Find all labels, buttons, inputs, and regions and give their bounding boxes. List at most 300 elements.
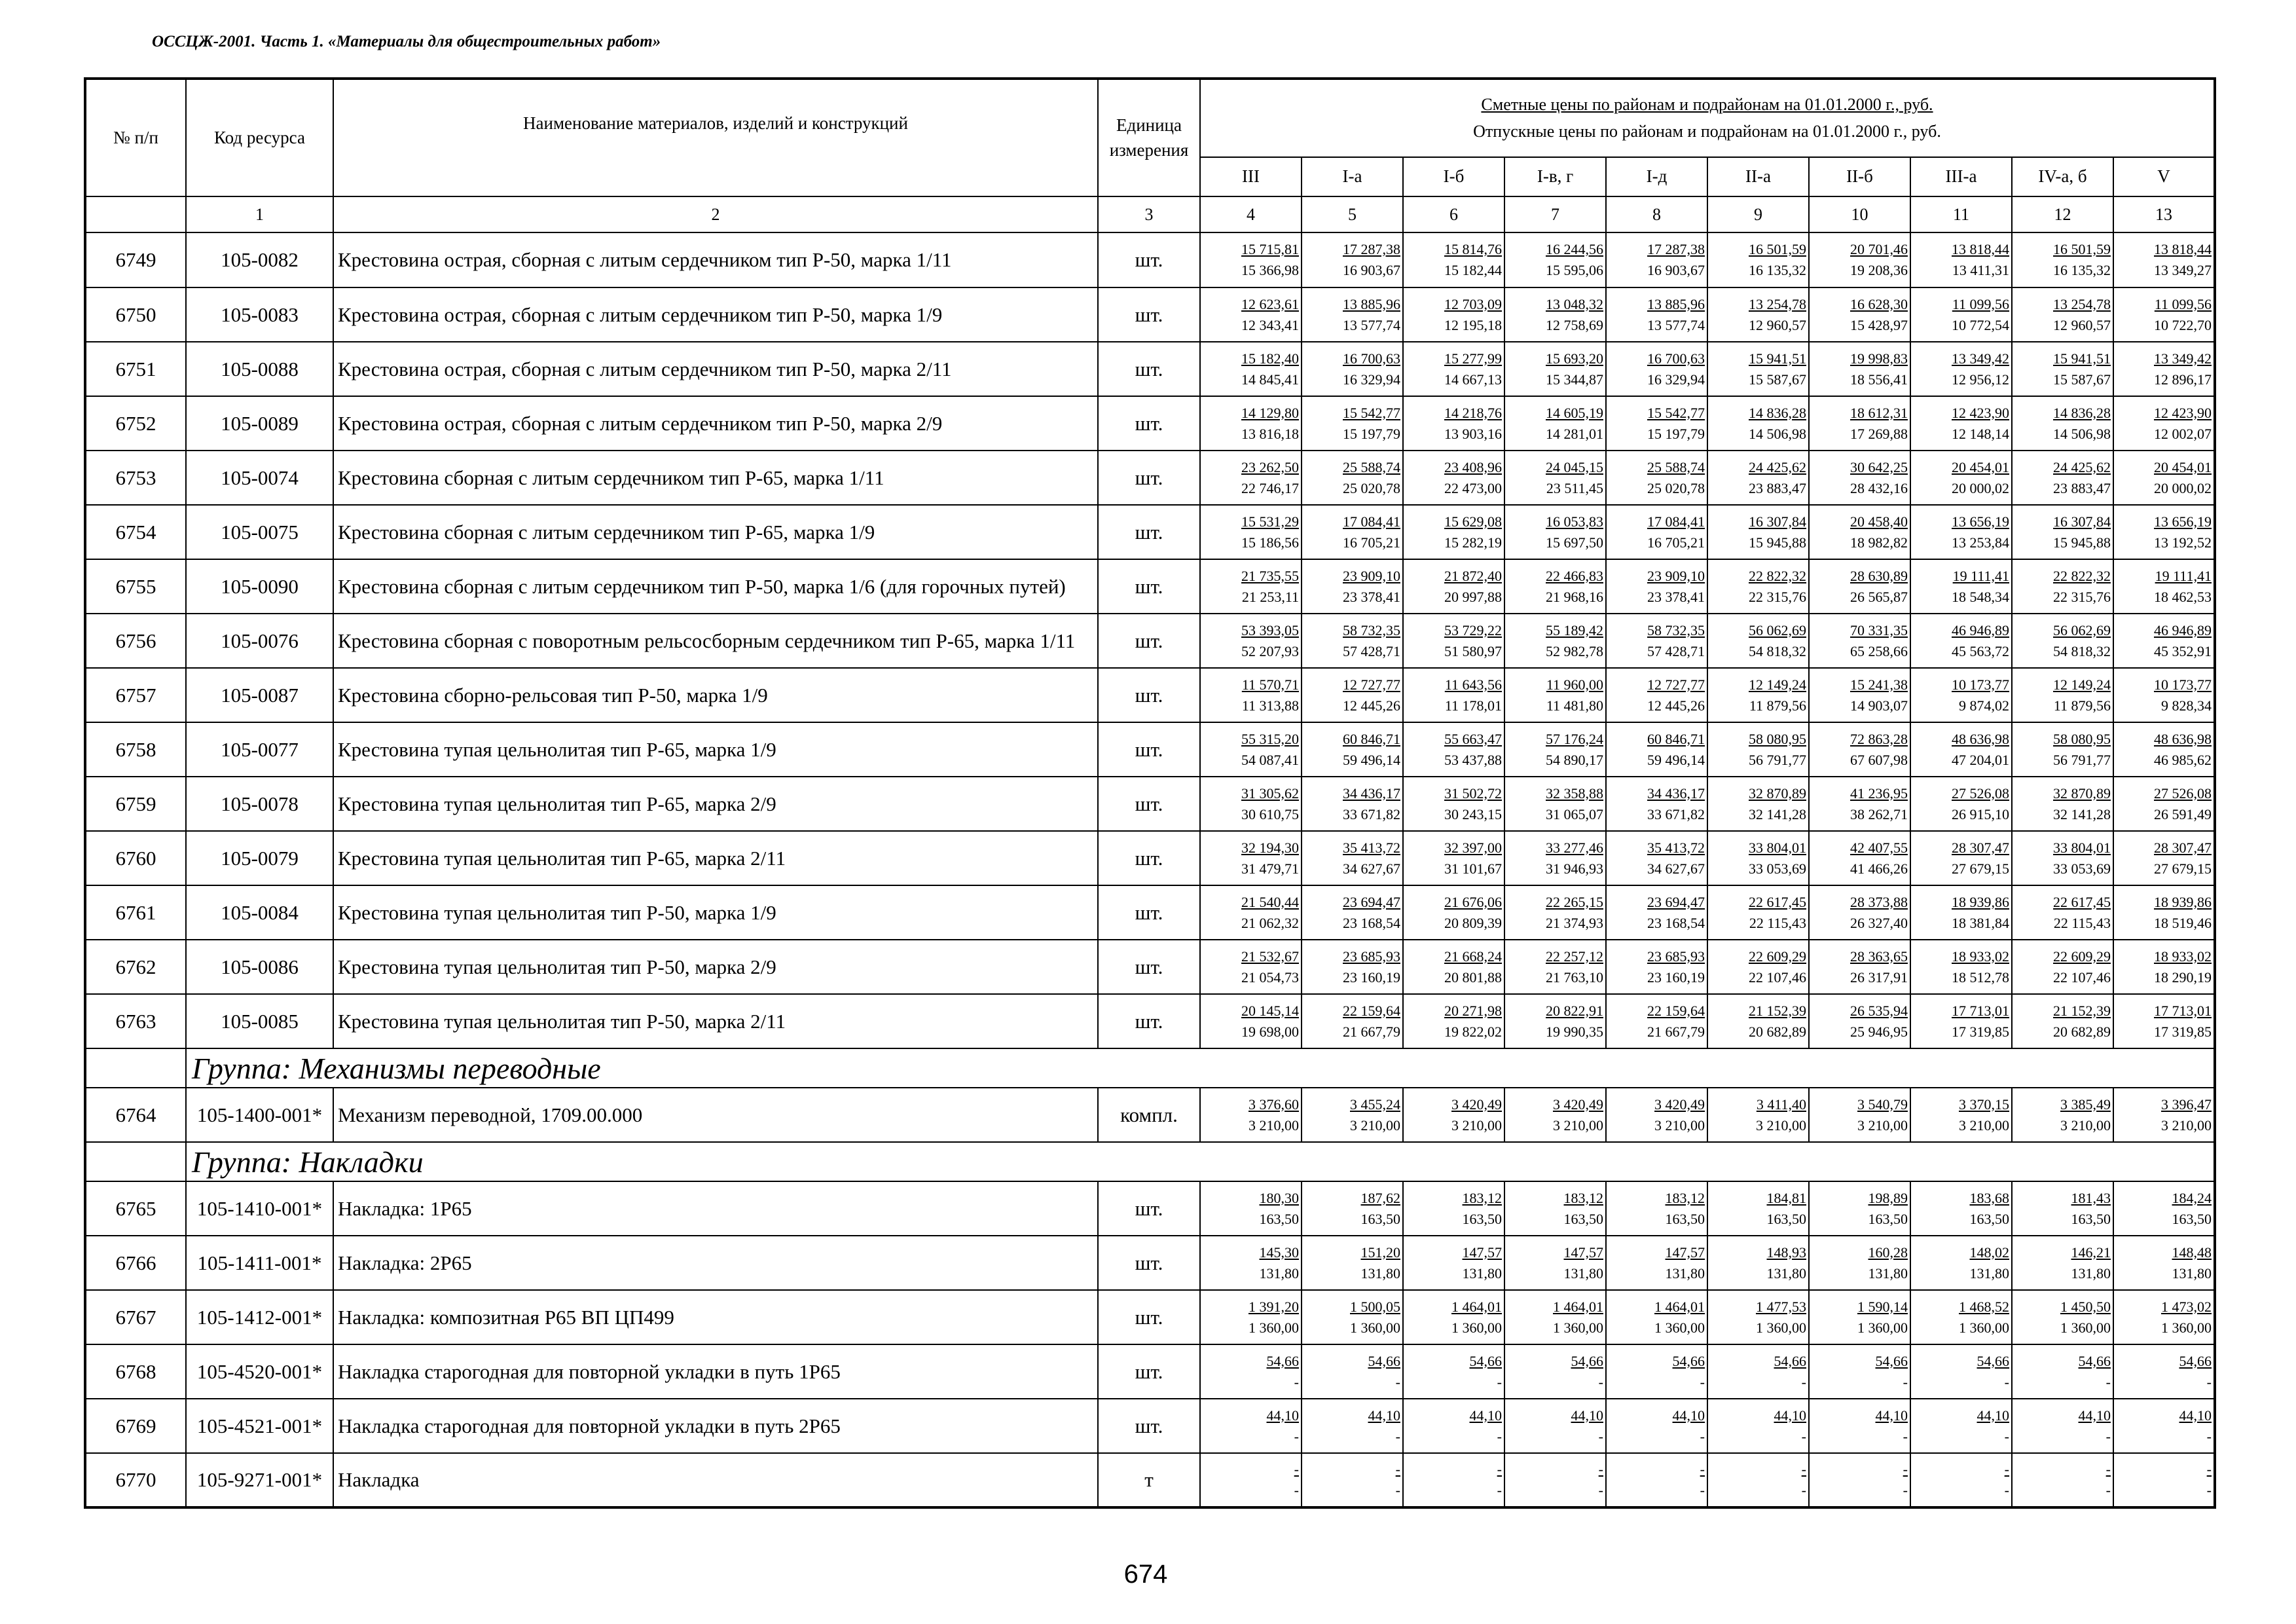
price-cell (1403, 1453, 1504, 1507)
estimate-price: 1 590,14 (1857, 1298, 1908, 1315)
estimate-price: 22 617,45 (1749, 893, 1806, 910)
release-price: - (1294, 1373, 1299, 1390)
release-price: 3 210,00 (1959, 1116, 2009, 1134)
price-cell (1910, 940, 2012, 994)
release-price: 13 903,16 (1444, 425, 1502, 442)
release-price: 46 985,62 (2154, 751, 2212, 768)
price-cell (2012, 1236, 2113, 1290)
header-region-6: II-б (1809, 157, 1910, 196)
unit: шт. (1098, 614, 1200, 668)
estimate-price: 16 501,59 (2053, 241, 2111, 257)
price-cell (1403, 451, 1504, 505)
release-price: 56 791,77 (2053, 751, 2111, 768)
row-number: 6749 (85, 232, 186, 287)
estimate-price: 13 048,32 (1546, 295, 1603, 312)
price-cell (2113, 831, 2215, 885)
resource-code: 105-0085 (186, 994, 333, 1048)
estimate-price: 27 526,08 (2154, 784, 2212, 802)
estimate-price: 23 685,93 (1647, 948, 1705, 965)
estimate-price: 20 701,46 (1850, 241, 1908, 257)
estimate-price: 22 617,45 (2053, 893, 2111, 910)
price-cell (2113, 1344, 2215, 1399)
estimate-price: 21 872,40 (1444, 567, 1502, 584)
estimate-price: 55 189,42 (1546, 621, 1603, 638)
resource-code: 105-0076 (186, 614, 333, 668)
release-price: 13 816,18 (1241, 425, 1299, 442)
release-price: 1 360,00 (1959, 1319, 2009, 1336)
release-price: 12 195,18 (1444, 316, 1502, 333)
price-cell (1707, 1181, 1809, 1236)
price-cell (1809, 722, 1910, 777)
price-cell (1910, 342, 2012, 396)
estimate-price: 32 358,88 (1546, 784, 1603, 802)
row-number: 6751 (85, 342, 186, 396)
release-price: 33 053,69 (1749, 860, 1806, 877)
release-price: 163,50 (1665, 1210, 1705, 1227)
column-number: 6 (1403, 196, 1504, 232)
price-cell (1504, 1453, 1606, 1507)
resource-code: 105-0074 (186, 451, 333, 505)
price-cell (1504, 1088, 1606, 1142)
estimate-price: 20 458,40 (1850, 513, 1908, 530)
release-price: 15 587,67 (2053, 371, 2111, 388)
price-cell (1504, 722, 1606, 777)
release-price: 23 883,47 (1749, 479, 1806, 496)
price-cell (1707, 232, 1809, 287)
release-price: 25 020,78 (1647, 479, 1705, 496)
release-price: 23 160,19 (1647, 969, 1705, 986)
price-cell (2113, 614, 2215, 668)
price-cell (1200, 232, 1302, 287)
release-price: 14 506,98 (1749, 425, 1806, 442)
release-price: 56 791,77 (1749, 751, 1806, 768)
table-row (85, 287, 2215, 342)
release-price: 30 243,15 (1444, 805, 1502, 822)
price-cell (1403, 342, 1504, 396)
price-cell (1707, 1088, 1809, 1142)
release-price: 51 580,97 (1444, 642, 1502, 659)
price-cell (2012, 1290, 2113, 1344)
release-price: 23 883,47 (2053, 479, 2111, 496)
release-price: 21 062,32 (1241, 914, 1299, 931)
release-price: 13 349,27 (2154, 262, 2212, 278)
release-price: - (1801, 1428, 1806, 1445)
material-name: Крестовина тупая цельнолитая тип Р-50, марка 2/9 (333, 940, 1098, 994)
header-region-0: III (1200, 157, 1302, 196)
price-cell (2113, 342, 2215, 396)
estimate-price: 44,10 (1774, 1407, 1806, 1424)
estimate-price: - (2206, 1461, 2212, 1477)
release-price: 16 903,67 (1647, 262, 1705, 278)
release-price: - (2004, 1373, 2009, 1390)
release-price: 16 135,32 (2053, 262, 2111, 278)
release-price: 9 874,02 (1959, 697, 2009, 714)
release-price: 12 002,07 (2154, 425, 2212, 442)
material-name: Крестовина острая, сборная с литым сердечником тип Р-50, марка 1/9 (333, 287, 1098, 342)
table-row (85, 885, 2215, 940)
resource-code: 105-0089 (186, 396, 333, 451)
release-price: - (1395, 1482, 1400, 1498)
unit: шт. (1098, 232, 1200, 287)
price-cell (1403, 559, 1504, 614)
price-cell (1707, 1236, 1809, 1290)
price-cell (1200, 1290, 1302, 1344)
price-cell (1504, 940, 1606, 994)
estimate-price: - (1598, 1461, 1603, 1477)
release-price: 1 360,00 (1350, 1319, 1400, 1336)
price-cell (1403, 940, 1504, 994)
estimate-price: 13 254,78 (1749, 295, 1806, 312)
price-cell (1606, 994, 1707, 1048)
release-price: 12 343,41 (1241, 316, 1299, 333)
price-cell (1707, 1344, 1809, 1399)
estimate-price: 56 062,69 (2053, 621, 2111, 638)
release-price: 27 679,15 (2154, 860, 2212, 877)
estimate-price: 60 846,71 (1343, 730, 1400, 747)
estimate-price: 17 713,01 (2154, 1002, 2212, 1019)
release-price: 15 697,50 (1546, 534, 1603, 551)
row-number: 6754 (85, 505, 186, 559)
release-price: 1 360,00 (2060, 1319, 2111, 1336)
estimate-price: 13 885,96 (1343, 295, 1400, 312)
estimate-price: 12 727,77 (1647, 676, 1705, 693)
estimate-price: 11 643,56 (1444, 676, 1502, 693)
release-price: - (1598, 1482, 1603, 1498)
estimate-price: 13 656,19 (1952, 513, 2009, 530)
price-cell (1809, 668, 1910, 722)
estimate-price: 32 870,89 (2053, 784, 2111, 802)
estimate-price: 145,30 (1259, 1244, 1299, 1261)
release-price: 3 210,00 (1857, 1116, 1908, 1134)
estimate-price: 15 814,76 (1444, 241, 1502, 257)
release-price: 18 290,19 (2154, 969, 2212, 986)
price-cell (2012, 451, 2113, 505)
price-cell (1200, 505, 1302, 559)
release-price: 18 519,46 (2154, 914, 2212, 931)
price-cell (2012, 777, 2113, 831)
release-price: 33 671,82 (1343, 805, 1400, 822)
release-price: 19 990,35 (1546, 1023, 1603, 1040)
price-cell (1707, 1399, 1809, 1453)
price-cell (1910, 831, 2012, 885)
release-price: 3 210,00 (1654, 1116, 1705, 1134)
release-price: - (2206, 1482, 2212, 1498)
release-price: 23 168,54 (1647, 914, 1705, 931)
estimate-price: 15 531,29 (1241, 513, 1299, 530)
resource-code: 105-1410-001* (186, 1181, 333, 1236)
release-price: 15 366,98 (1241, 262, 1299, 278)
release-price: 11 178,01 (1444, 697, 1502, 714)
price-cell (2012, 668, 2113, 722)
estimate-price: 22 822,32 (2053, 567, 2111, 584)
estimate-price: 55 663,47 (1444, 730, 1502, 747)
release-price: 22 107,46 (2053, 969, 2111, 986)
release-price: 19 822,02 (1444, 1023, 1502, 1040)
price-cell (1302, 885, 1403, 940)
price-cell (2012, 722, 2113, 777)
price-cell (2012, 1344, 2113, 1399)
release-price: 15 428,97 (1850, 316, 1908, 333)
price-cell (1809, 342, 1910, 396)
column-number: 5 (1302, 196, 1403, 232)
release-price: - (1294, 1482, 1299, 1498)
resource-code: 105-0088 (186, 342, 333, 396)
release-price: 19 208,36 (1850, 262, 1908, 278)
header-prices: Сметные цены по районам и подрайонам на 01.01.2000 г., руб. Отпускные цены по районам и подрайонам на 01.01.2000 г., руб. (1200, 79, 2215, 157)
estimate-price: 48 636,98 (1952, 730, 2009, 747)
estimate-price: 72 863,28 (1850, 730, 1908, 747)
unit: шт. (1098, 885, 1200, 940)
release-price: 15 197,79 (1343, 425, 1400, 442)
release-price: 31 101,67 (1444, 860, 1502, 877)
price-cell (1504, 342, 1606, 396)
estimate-price: 35 413,72 (1343, 839, 1400, 856)
price-cell (1910, 505, 2012, 559)
release-price: - (1801, 1482, 1806, 1498)
release-price: 3 210,00 (1248, 1116, 1299, 1134)
estimate-price: 14 605,19 (1546, 404, 1603, 421)
release-price: 21 667,79 (1647, 1023, 1705, 1040)
estimate-price: 35 413,72 (1647, 839, 1705, 856)
estimate-price: 44,10 (1266, 1407, 1299, 1424)
release-price: 3 210,00 (1553, 1116, 1603, 1134)
column-number: 11 (1910, 196, 2012, 232)
estimate-price: 56 062,69 (1749, 621, 1806, 638)
row-number: 6765 (85, 1181, 186, 1236)
estimate-price: 32 397,00 (1444, 839, 1502, 856)
estimate-price: 44,10 (2179, 1407, 2212, 1424)
price-cell (1302, 1290, 1403, 1344)
release-price: 18 982,82 (1850, 534, 1908, 551)
price-cell (1606, 505, 1707, 559)
estimate-price: 13 818,44 (1952, 241, 2009, 257)
release-price: 3 210,00 (1756, 1116, 1806, 1134)
price-cell (1302, 1344, 1403, 1399)
price-cell (1200, 1399, 1302, 1453)
price-cell (1707, 777, 1809, 831)
release-price: 131,80 (1969, 1264, 2009, 1282)
release-price: 32 141,28 (2053, 805, 2111, 822)
release-price: 41 466,26 (1850, 860, 1908, 877)
resource-code: 105-0075 (186, 505, 333, 559)
price-cell (1302, 940, 1403, 994)
estimate-price: 24 425,62 (1749, 458, 1806, 475)
price-cell (1504, 1236, 1606, 1290)
estimate-price: 187,62 (1360, 1189, 1400, 1206)
estimate-price: 13 885,96 (1647, 295, 1705, 312)
price-cell (1707, 614, 1809, 668)
release-price: 23 378,41 (1343, 588, 1400, 605)
estimate-price: 58 080,95 (1749, 730, 1806, 747)
release-price: - (1700, 1428, 1705, 1445)
estimate-price: 21 676,06 (1444, 893, 1502, 910)
price-cell (1504, 559, 1606, 614)
release-price: 14 903,07 (1850, 697, 1908, 714)
estimate-price: 17 287,38 (1647, 241, 1705, 257)
release-price: 12 148,14 (1952, 425, 2009, 442)
estimate-price: 19 111,41 (1952, 567, 2009, 584)
price-cell (1809, 885, 1910, 940)
release-price: 1 360,00 (1756, 1319, 1806, 1336)
price-cell (1302, 342, 1403, 396)
price-cell (2012, 1181, 2113, 1236)
release-price: - (2105, 1482, 2111, 1498)
unit: шт. (1098, 505, 1200, 559)
table-row (85, 940, 2215, 994)
release-price: 32 141,28 (1749, 805, 1806, 822)
material-name: Крестовина тупая цельнолитая тип Р-50, марка 1/9 (333, 885, 1098, 940)
price-cell (1504, 451, 1606, 505)
price-cell (1200, 940, 1302, 994)
estimate-price: 17 084,41 (1343, 513, 1400, 530)
price-cell (2113, 1290, 2215, 1344)
estimate-price: 16 628,30 (1850, 295, 1908, 312)
estimate-price: 15 182,40 (1241, 350, 1299, 367)
release-price: 13 577,74 (1343, 316, 1400, 333)
estimate-price: 12 423,90 (2154, 404, 2212, 421)
price-cell (1809, 451, 1910, 505)
price-cell (1606, 1399, 1707, 1453)
price-cell (1403, 1344, 1504, 1399)
price-cell (1910, 885, 2012, 940)
table-row (85, 451, 2215, 505)
release-price: 131,80 (1462, 1264, 1502, 1282)
price-cell (1302, 831, 1403, 885)
estimate-price: 3 370,15 (1959, 1096, 2009, 1113)
release-price: - (2004, 1482, 2009, 1498)
estimate-price: 148,48 (2172, 1244, 2212, 1261)
unit: шт. (1098, 668, 1200, 722)
release-price: - (1598, 1373, 1603, 1390)
material-name: Накладка: 2Р65 (333, 1236, 1098, 1290)
row-number: 6770 (85, 1453, 186, 1507)
resource-code: 105-1400-001* (186, 1088, 333, 1142)
row-number: 6750 (85, 287, 186, 342)
price-cell (1809, 287, 1910, 342)
release-price: 131,80 (1766, 1264, 1806, 1282)
table-row (85, 396, 2215, 451)
price-cell (1707, 668, 1809, 722)
release-price: - (1700, 1482, 1705, 1498)
estimate-price: 11 099,56 (2154, 295, 2212, 312)
estimate-price: 3 376,60 (1248, 1096, 1299, 1113)
price-cell (1403, 614, 1504, 668)
table-row (85, 614, 2215, 668)
estimate-price: 46 946,89 (2154, 621, 2212, 638)
release-price: - (1294, 1428, 1299, 1445)
estimate-price: 32 194,30 (1241, 839, 1299, 856)
material-name: Накладка старогодная для повторной укладки в путь 1Р65 (333, 1344, 1098, 1399)
price-cell (1302, 559, 1403, 614)
resource-code: 105-0079 (186, 831, 333, 885)
price-cell (1403, 1399, 1504, 1453)
price-cell (2012, 940, 2113, 994)
row-number: 6767 (85, 1290, 186, 1344)
estimate-price: 15 629,08 (1444, 513, 1502, 530)
release-price: - (1598, 1428, 1603, 1445)
estimate-price: 183,12 (1665, 1189, 1705, 1206)
release-price: - (1395, 1428, 1400, 1445)
estimate-price: 13 656,19 (2154, 513, 2212, 530)
estimate-price: 58 732,35 (1647, 621, 1705, 638)
estimate-price: 11 960,00 (1546, 676, 1603, 693)
estimate-price: 55 315,20 (1241, 730, 1299, 747)
release-price: 163,50 (1360, 1210, 1400, 1227)
price-cell (1910, 396, 2012, 451)
estimate-price: 44,10 (1571, 1407, 1603, 1424)
price-cell (2113, 287, 2215, 342)
price-cell (1707, 940, 1809, 994)
column-number: 8 (1606, 196, 1707, 232)
release-price: 3 210,00 (2161, 1116, 2212, 1134)
price-cell (2113, 1236, 2215, 1290)
release-price: 1 360,00 (1654, 1319, 1705, 1336)
release-price: 16 329,94 (1343, 371, 1400, 388)
price-cell (1200, 668, 1302, 722)
price-cell (1809, 777, 1910, 831)
unit: шт. (1098, 777, 1200, 831)
estimate-price: 20 145,14 (1241, 1002, 1299, 1019)
price-cell (1504, 287, 1606, 342)
estimate-price: 15 693,20 (1546, 350, 1603, 367)
price-cell (1910, 232, 2012, 287)
release-price: 163,50 (1462, 1210, 1502, 1227)
estimate-price: 15 941,51 (1749, 350, 1806, 367)
release-price: - (1903, 1373, 1908, 1390)
estimate-price: 3 540,79 (1857, 1096, 1908, 1113)
price-cell (1200, 396, 1302, 451)
estimate-price: 15 941,51 (2053, 350, 2111, 367)
estimate-price: - (2004, 1461, 2009, 1477)
estimate-price: 16 700,63 (1647, 350, 1705, 367)
release-price: 131,80 (2172, 1264, 2212, 1282)
release-price: 57 428,71 (1647, 642, 1705, 659)
price-cell (1707, 287, 1809, 342)
unit: шт. (1098, 559, 1200, 614)
column-number: 10 (1809, 196, 1910, 232)
price-cell (1910, 559, 2012, 614)
release-price: 131,80 (1665, 1264, 1705, 1282)
release-price: 54 890,17 (1546, 751, 1603, 768)
price-cell (1707, 559, 1809, 614)
estimate-price: 22 822,32 (1749, 567, 1806, 584)
estimate-price: 28 373,88 (1850, 893, 1908, 910)
release-price: 1 360,00 (1248, 1319, 1299, 1336)
price-cell (1707, 994, 1809, 1048)
price-cell (2113, 777, 2215, 831)
price-cell (1707, 505, 1809, 559)
release-price: 19 698,00 (1241, 1023, 1299, 1040)
estimate-price: 1 464,01 (1451, 1298, 1502, 1315)
material-name: Накладка старогодная для повторной укладки в путь 2Р65 (333, 1399, 1098, 1453)
release-price: - (2004, 1428, 2009, 1445)
price-cell (1606, 342, 1707, 396)
price-cell (1910, 1453, 2012, 1507)
estimate-price: 19 111,41 (2155, 567, 2212, 584)
price-cell (1606, 559, 1707, 614)
estimate-price: 18 933,02 (1952, 948, 2009, 965)
price-cell (1302, 668, 1403, 722)
release-price: 54 818,32 (1749, 642, 1806, 659)
unit: шт. (1098, 287, 1200, 342)
estimate-price: 34 436,17 (1343, 784, 1400, 802)
estimate-price: 183,12 (1563, 1189, 1603, 1206)
release-price: 52 982,78 (1546, 642, 1603, 659)
price-cell (1809, 1453, 1910, 1507)
price-cell (2113, 1453, 2215, 1507)
price-cell (1707, 1290, 1809, 1344)
release-price: - (1903, 1482, 1908, 1498)
